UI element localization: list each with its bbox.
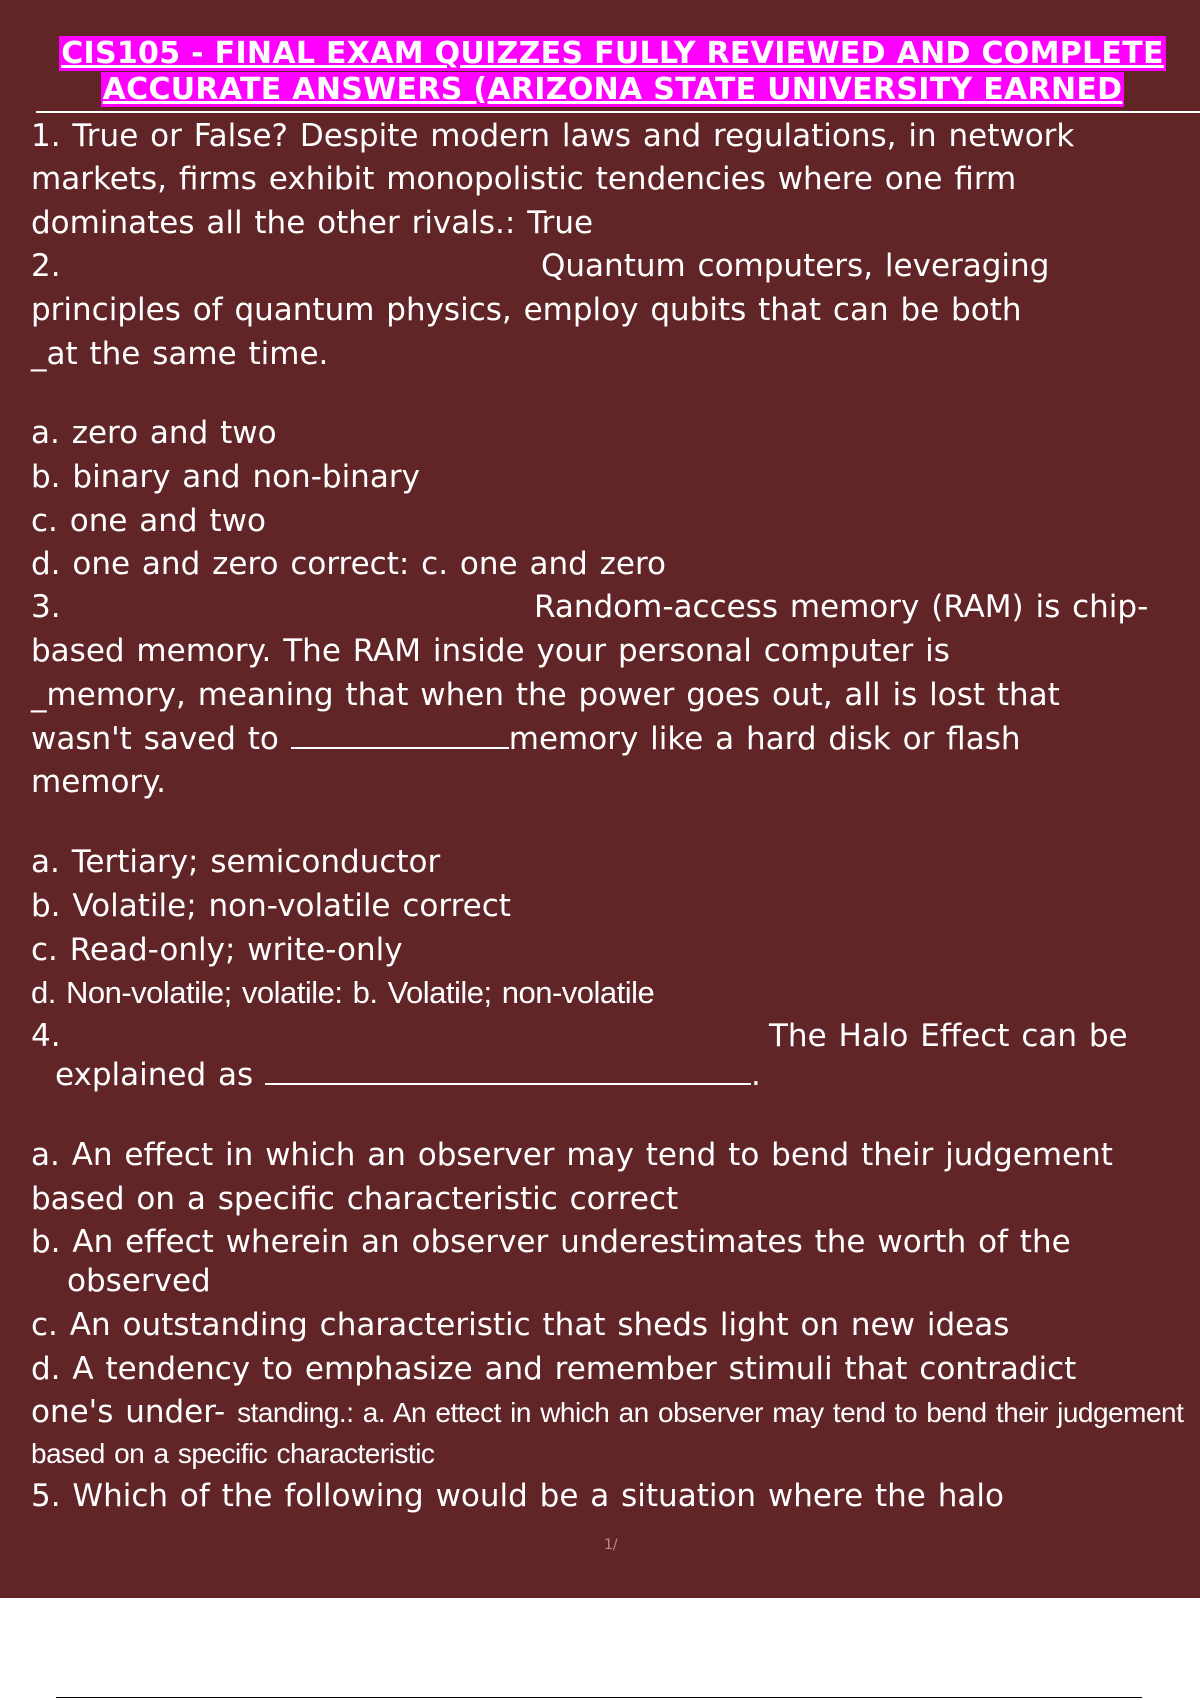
q1-line-2: markets, firms exhibit monopolistic tendencies where one firm [31, 161, 1017, 197]
q4-option-d-line-2 [31, 1392, 1183, 1433]
q4-option-c: c. An outstanding characteristic that sheds light on new ideas [31, 1307, 1010, 1343]
q3-option-d: d. Non-volatile; volatile: b. Volatile; non-volatile [31, 975, 655, 1010]
title-line-2: ACCURATE ANSWERS (ARIZONA STATE UNIVERSITY EARNED [102, 72, 1123, 107]
q4-line-2-end: . [751, 1057, 761, 1093]
q2-option-b: b. binary and non-binary [31, 459, 420, 495]
q4-option-b-line-1: b. An effect wherein an observer underestimates the worth of the [31, 1224, 1071, 1260]
q4-option-b-line-2: observed [67, 1263, 211, 1299]
title-line-1: CIS105 - FINAL EXAM QUIZZES FULLY REVIEWED AND COMPLETE [61, 36, 1164, 71]
q4-option-a-line-2: based on a specific characteristic correct [31, 1181, 679, 1217]
q3-line-5: memory. [31, 764, 166, 800]
q3-number: 3. [31, 589, 61, 625]
q4-answer-text: standing.: a. An ettect in which an observer may tend to bend their judgement [237, 1397, 1184, 1428]
q5-line-1: 5. Which of the following would be a situation where the halo [31, 1478, 1004, 1514]
q4-option-d-line-3: based on a specific characteristic [31, 1438, 435, 1469]
q3-line-4-start: wasn't saved to [31, 721, 279, 757]
q4-option-a-line-1: a. An effect in which an observer may tend to bend their judgement [31, 1137, 1113, 1173]
q4-line-2-start: explained as [55, 1057, 254, 1093]
q2-option-c: c. one and two [31, 503, 266, 539]
q3-line-3: _memory, meaning that when the power goes out, all is lost that [31, 677, 1060, 713]
q4-line-2 [55, 1055, 761, 1095]
q2-option-d: d. one and zero correct: c. one and zero [31, 546, 667, 582]
bottom-divider [56, 1697, 1142, 1698]
page-footer-mark: 1/ [604, 1537, 618, 1553]
q2-option-a: a. zero and two [31, 415, 277, 451]
q4-number: 4. [31, 1018, 61, 1054]
q4-answer-blank [265, 1079, 751, 1085]
q4-option-d-line-2-start: one's under- [31, 1394, 238, 1430]
document-title [25, 36, 1200, 108]
title-divider [36, 111, 1200, 113]
q4-option-d-line-1: d. A tendency to emphasize and remember stimuli that contradict [31, 1351, 1077, 1387]
q3-answer-blank [291, 743, 509, 749]
q2-line-3: _at the same time. [31, 336, 329, 372]
q2-number: 2. [31, 248, 61, 284]
q2-line-2: principles of quantum physics, employ qubits that can be both [31, 292, 1022, 328]
q3-option-b: b. Volatile; non-volatile correct [31, 888, 511, 924]
q3-line-2: based memory. The RAM inside your personal computer is [31, 633, 950, 669]
q3-line-1: Random-access memory (RAM) is chip- [534, 589, 1149, 625]
q4-line-1: The Halo Effect can be [769, 1018, 1128, 1054]
q3-line-4 [31, 719, 1021, 759]
q1-line-3: dominates all the other rivals.: True [31, 205, 594, 241]
q3-option-a: a. Tertiary; semiconductor [31, 844, 441, 880]
q3-option-c: c. Read-only; write-only [31, 932, 403, 968]
q3-line-4-end: memory like a hard disk or flash [508, 721, 1021, 757]
q1-line-1: 1. True or False? Despite modern laws and regulations, in network [31, 118, 1075, 154]
q2-line-1: Quantum computers, leveraging [541, 248, 1050, 284]
